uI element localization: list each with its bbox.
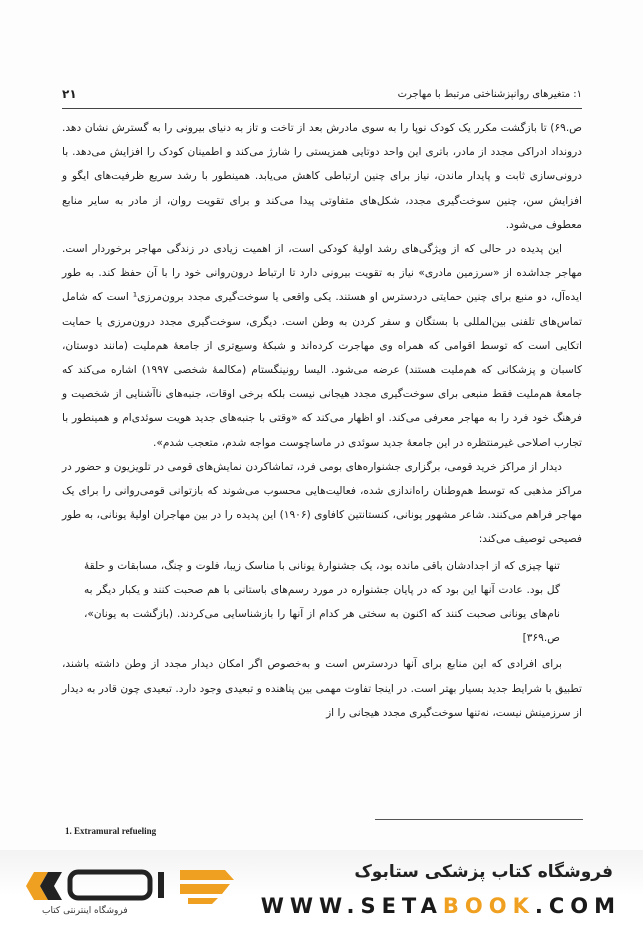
page-number: ۲۱ [62, 87, 77, 101]
store-name: فروشگاه کتاب پزشکی ستابوک [354, 862, 613, 882]
body-text [62, 116, 582, 725]
block-quote: تنها چیزی که از اجدادشان باقی مانده بود، یک جشنوارهٔ یونانی با مناسک زیبا، فلوت و چنگ، مسابقات و حلقهٔ گل بود. عادت آنها این بود که در پایان جشنواره در مورد رسم‌های باستانی با هم صحبت کنند و یکبار دیگر به نام‌های یونانی صحبت کنند که اکنون به سختی هر کدام از آنها را بازشناسایی می‌کردند. (بازگشت به یونان»، ص.۳۶۹] [84, 559, 560, 645]
paragraph-3: دیدار از مراکز خرید قومی، برگزاری جشنواره‌های بومی فرد، تماشاکردن نمایش‌های قومی در تلویزیون و حضور در مراکز مذهبی که توسط هم‌وطنان راه‌اندازی شده، فعالیت‌هایی محسوب می‌شوند که بازتوانی قومی‌روانی را برای یک مهاجر فراهم می‌کنند. شاعر مشهور یونانی، کنستانتین کافاوی (۱۹۰۶) این پدیده را در بین مهاجران اولیهٔ یونانی، به طور فصیحی توصیف می‌کند: [62, 460, 583, 546]
setabook-logo-icon [20, 862, 240, 908]
paragraph-2: این پدیده در حالی که از ویژگی‌های رشد اولیهٔ کودکی است، از اهمیت زیادی در زندگی مهاجر برخوردار است. مهاجر جداشده از «سرزمین مادری» نیاز به تقویت بیرونی دارد تا ارتباط درون‌روانی خود را با آن حفظ کند. به طور ایده‌آل، دو منبع برای چنین حمایتی دردسترس او هستند. یکی واقعی یا سوخت‌گیری مجدد برون‌مرزی¹ است که شامل تماس‌های تلفنی بین‌المللی با بستگان و سفر کردن به وطن است. دیگری، سوخت‌گیری مجدد درون‌مرزی یا حمایت اتکایی است که توسط اقوامی که همراه وی مهاجرت کرده‌اند و شبکهٔ وسیع‌تری از جامعهٔ هم‌ملیت (مانند دوستان، کاسبان و پزشکانی که هم‌ملیت هستند) عرضه می‌شود. الیسا رونینگستام (مکالمهٔ شخصی ۱۹۹۷) اشاره می‌کند که جامعهٔ هم‌ملیت فقط منبعی برای سوخت‌گیری مجدد هیجانی نیست بلکه برخی اوقات، جنبه‌های ناآشنایی از شخصیت و فرهنگ خود فرد را به مهاجر معرفی می‌کند. او اظهار می‌کند که «وقتی با جنبه‌های جدید هویت سوئدی‌ام و همینطور با تجارب اصلاحی غیرمنتظره در این جامعهٔ جدید سوئدی در ماساچوست مواجه شدم، متعجب شدم». [62, 243, 582, 449]
store-website[interactable] [261, 894, 621, 918]
store-logo[interactable] [20, 862, 240, 920]
footnote: 1. Extramural refueling [65, 826, 157, 836]
website-prefix: WWW.SETA [260, 894, 443, 918]
paragraph-4: برای افرادی که این منابع برای آنها دردسترس است و به‌خصوص اگر امکان دیدار مجدد از وطن داشته باشند، تطبیق با شرایط جدید بسیار بهتر است. در اینجا تفاوت مهمی بین پناهنده و تبعیدی وجود دارد. تبعیدی چون قادر به دیدار از سرزمینش نیست، نه‌تنها سوخت‌گیری مجدد هیجانی را از [62, 658, 582, 719]
footnote-divider [375, 819, 583, 820]
paragraph-1: ص.۶۹) تا بازگشت مکرر یک کودک نوپا را به سوی مادرش بعد از تاخت و تاز به دنیای بیرونی را به گسترش نشان دهد. درونداد ادراکی مجدد از مادر، باتری این واحد دوتایی همزیستی را شارژ می‌کند و اطمینان کودک را افزایش می‌دهد. با درونی‌سازی ثابت و پایدار ماندن، نیاز برای چنین ارتباطی کاهش می‌یابد. همینطور با رشد سریع ظرفیت‌های ایگو و افزایش سن، چنین سوخت‌گیری مجدد، شکل‌های متفاوتی پیدا می‌کند و برای تقویت روان، از مادر به سایر منابع معطوف می‌شود. [62, 122, 582, 231]
logo-tagline: فروشگاه اینترنتی کتاب [42, 906, 128, 916]
website-highlight: BOOK [442, 894, 535, 918]
chapter-title: ۱: متغیرهای روانپزشناختی مرتبط با مهاجرت [397, 88, 582, 100]
page-header [62, 82, 582, 109]
website-suffix: .COM [534, 894, 621, 918]
